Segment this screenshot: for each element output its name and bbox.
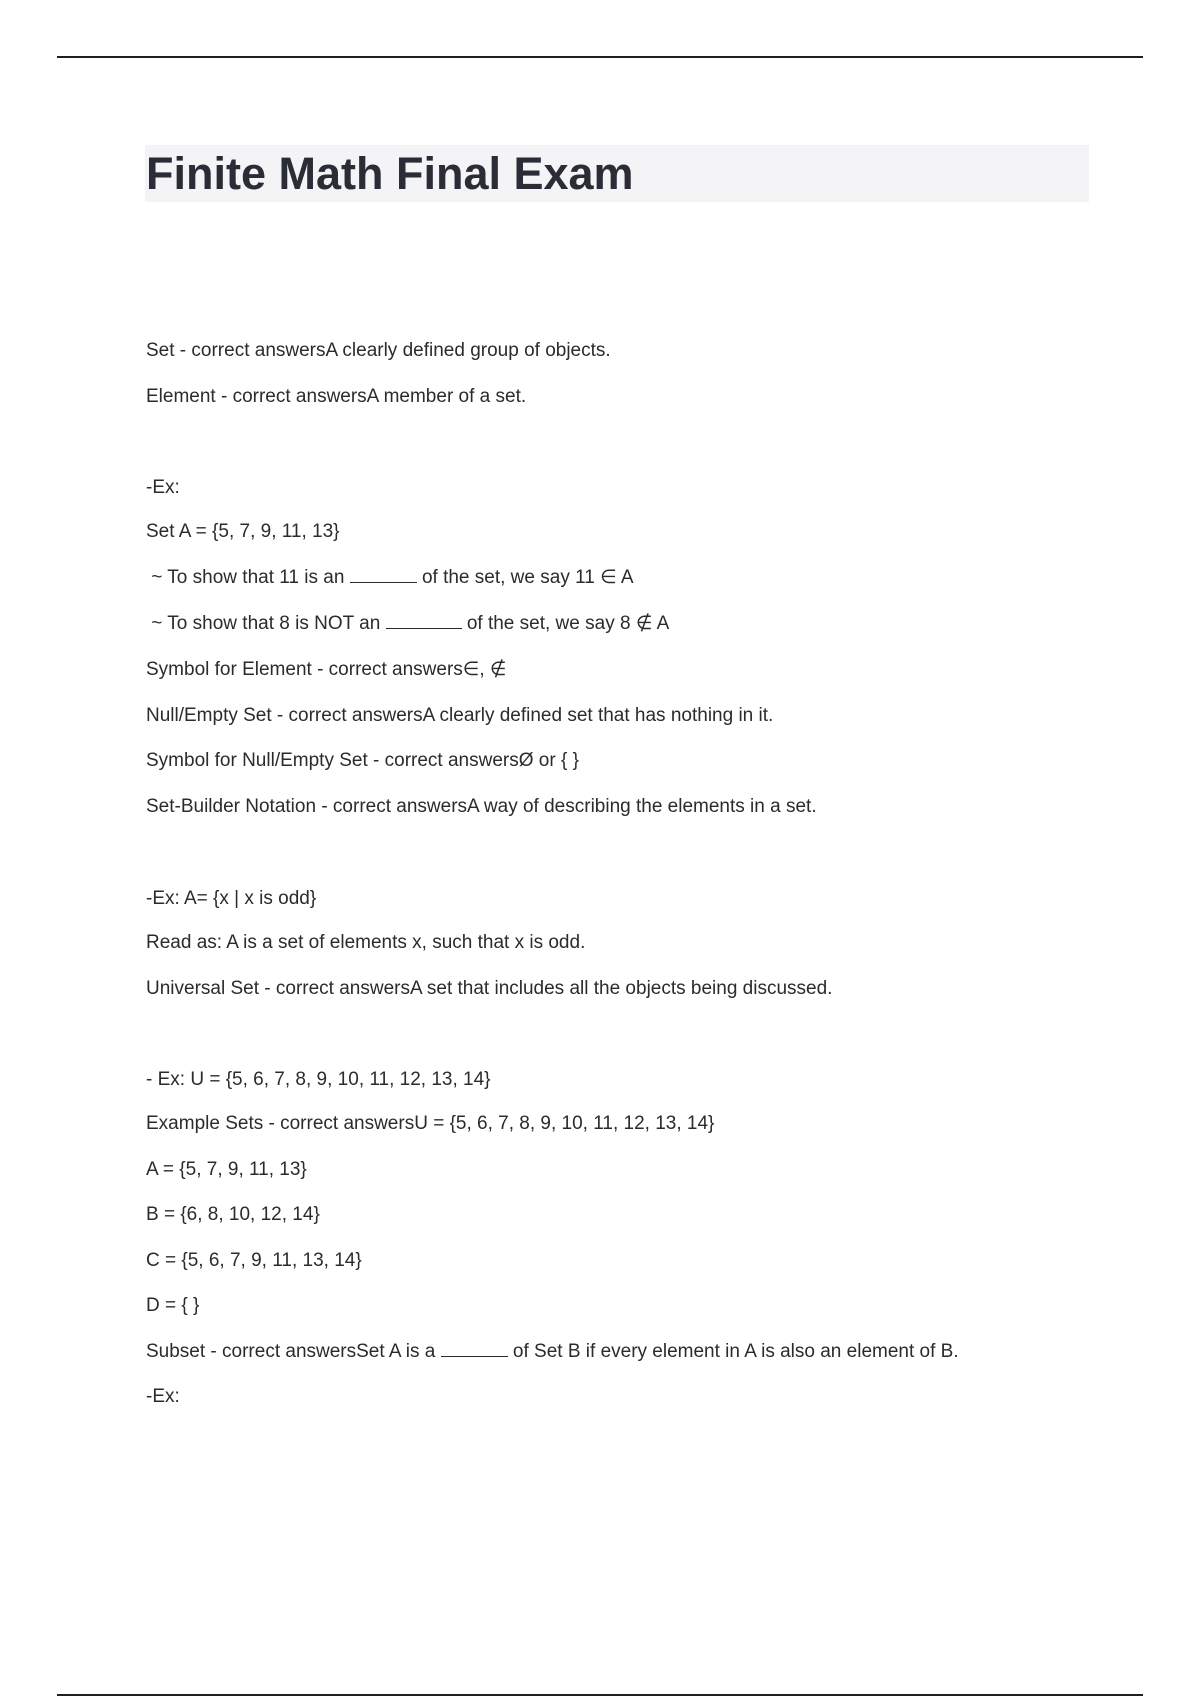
text-line: C = {5, 6, 7, 9, 11, 13, 14}: [146, 1250, 362, 1271]
line-text-after: of the set, we say 11 ∈ A: [416, 567, 634, 588]
line-text-after: of the set, we say 8 ∉ A: [461, 613, 670, 634]
fill-in-line: [146, 1339, 959, 1365]
text-line: Set A = {5, 7, 9, 11, 13}: [146, 521, 340, 542]
text-line: Symbol for Null/Empty Set - correct answersØ or { }: [146, 750, 579, 771]
answer-blank: [350, 565, 417, 583]
text-line: -Ex:: [146, 1386, 180, 1407]
line-text-after: of Set B if every element in A is also an element of B.: [507, 1341, 959, 1362]
line-text-before: ~ To show that 11 is an: [146, 567, 350, 588]
text-line: Read as: A is a set of elements x, such that x is odd.: [146, 932, 586, 953]
text-line: D = { }: [146, 1295, 200, 1316]
text-line: -Ex: A= {x | x is odd}: [146, 888, 317, 909]
text-line: B = {6, 8, 10, 12, 14}: [146, 1204, 320, 1225]
text-line: - Ex: U = {5, 6, 7, 8, 9, 10, 11, 12, 13, 14}: [146, 1069, 491, 1090]
footer-rule: [57, 1694, 1143, 1696]
line-text-before: ~ To show that 8 is NOT an: [146, 613, 386, 634]
text-line: Set-Builder Notation - correct answersA way of describing the elements in a set.: [146, 796, 817, 817]
text-line: Universal Set - correct answersA set that includes all the objects being discussed.: [146, 978, 833, 999]
text-line: -Ex:: [146, 477, 180, 498]
text-line: A = {5, 7, 9, 11, 13}: [146, 1159, 307, 1180]
answer-blank: [441, 1339, 508, 1357]
text-line: Set - correct answersA clearly defined group of objects.: [146, 340, 611, 361]
page-title: Finite Math Final Exam: [146, 148, 634, 199]
text-line: Null/Empty Set - correct answersA clearly defined set that has nothing in it.: [146, 705, 774, 726]
fill-in-line: [146, 611, 669, 637]
fill-in-line: [146, 565, 634, 591]
text-line: Example Sets - correct answersU = {5, 6, 7, 8, 9, 10, 11, 12, 13, 14}: [146, 1113, 715, 1134]
text-line: Element - correct answersA member of a set.: [146, 386, 527, 407]
line-text-before: Subset - correct answersSet A is a: [146, 1341, 441, 1362]
text-line: Symbol for Element - correct answers∈, ∉: [146, 659, 507, 680]
answer-blank: [386, 611, 462, 629]
